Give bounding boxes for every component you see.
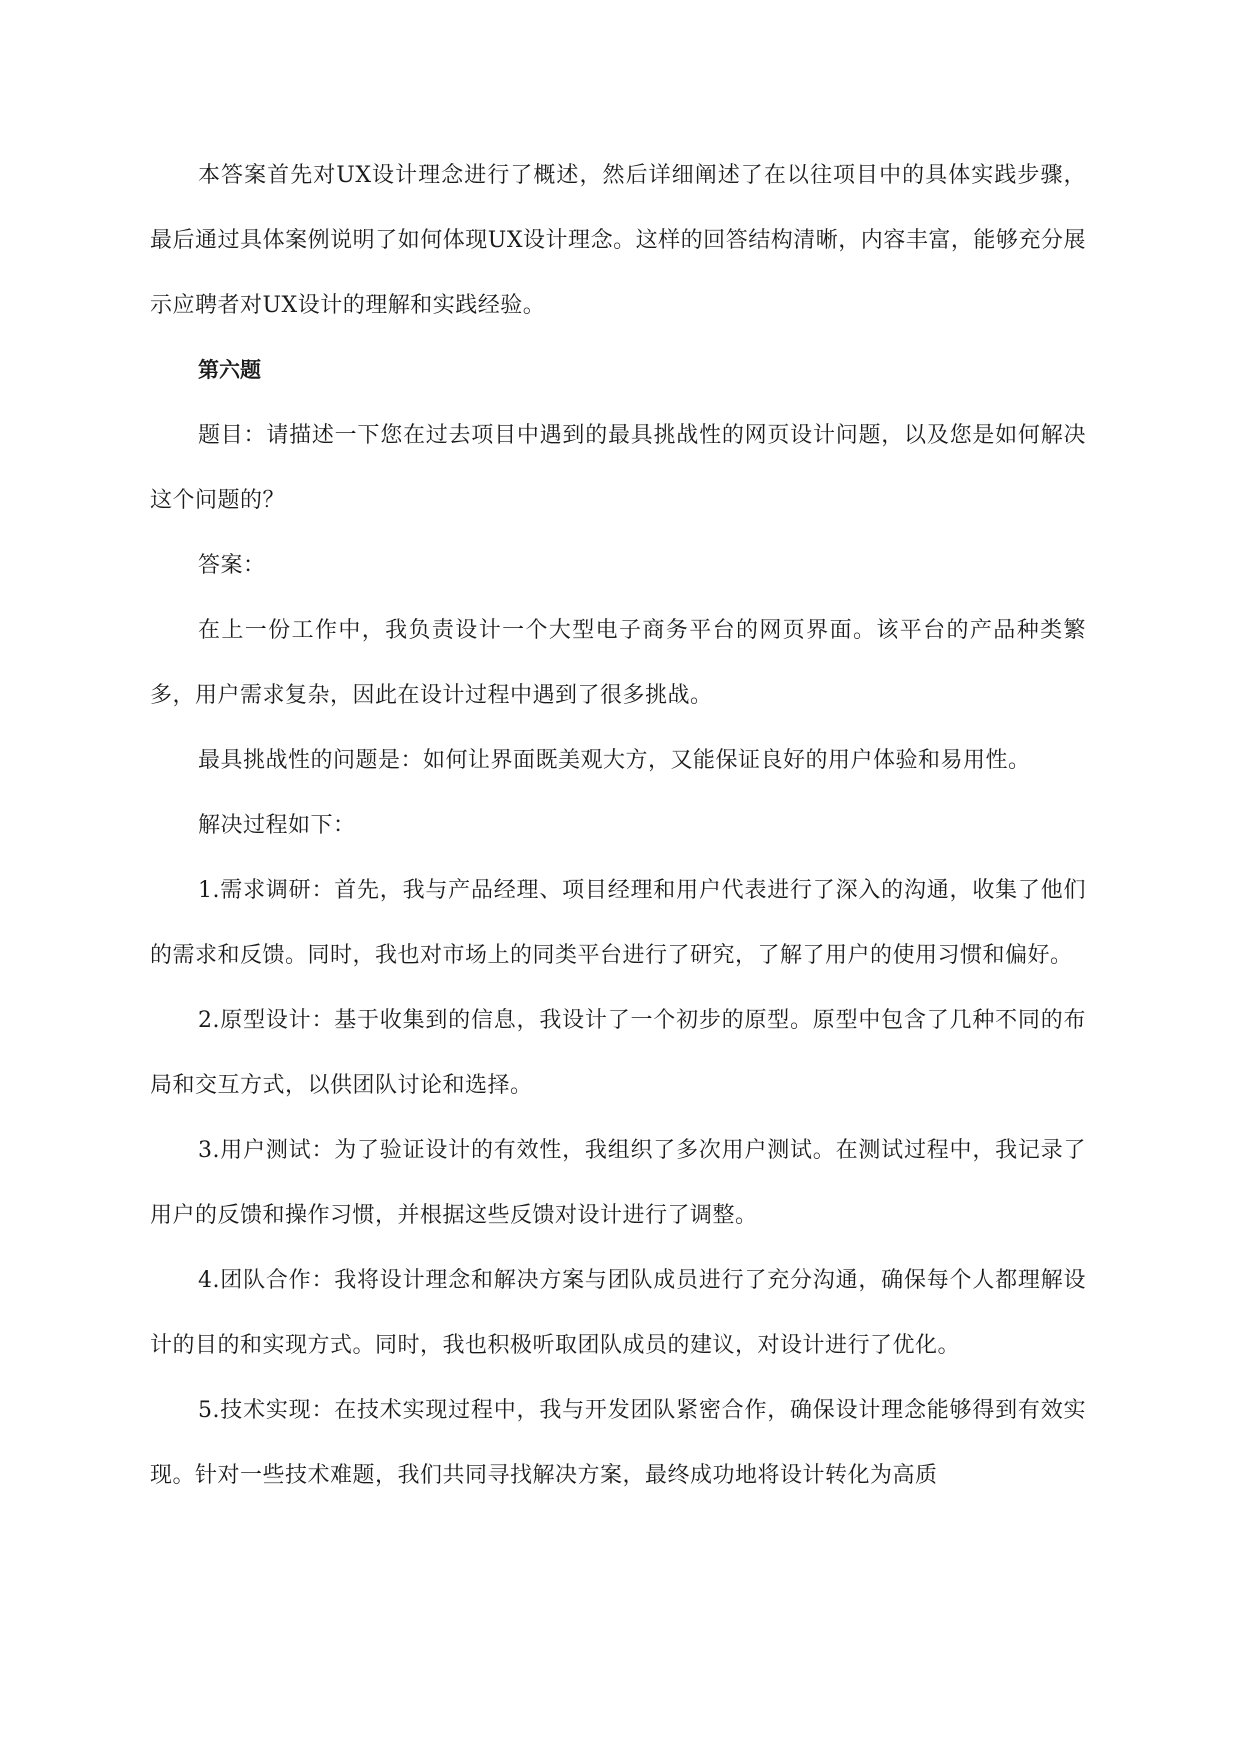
step-1-paragraph: 1.需求调研：首先，我与产品经理、项目经理和用户代表进行了深入的沟通，收集了他们的需求和反馈。同时，我也对市场上的同类平台进行了研究，了解了用户的使用习惯和偏好。	[150, 878, 1086, 968]
intro-summary-paragraph: 本答案首先对UX设计理念进行了概述，然后详细阐述了在以往项目中的具体实践步骤，最后通过具体案例说明了如何体现UX设计理念。这样的回答结构清晰，内容丰富，能够充分展示应聘者对UX设计的理解和实践经验。	[150, 163, 1086, 318]
process-label: 解决过程如下：	[198, 813, 356, 838]
step-5-paragraph: 5.技术实现：在技术实现过程中，我与开发团队紧密合作，确保设计理念能够得到有效实现。针对一些技术难题，我们共同寻找解决方案，最终成功地将设计转化为高质	[150, 1398, 1086, 1488]
step-3-paragraph: 3.用户测试：为了验证设计的有效性，我组织了多次用户测试。在测试过程中，我记录了用户的反馈和操作习惯，并根据这些反馈对设计进行了调整。	[150, 1138, 1086, 1228]
answer-label: 答案：	[198, 553, 266, 578]
context-paragraph: 在上一份工作中，我负责设计一个大型电子商务平台的网页界面。该平台的产品种类繁多，用户需求复杂，因此在设计过程中遇到了很多挑战。	[150, 618, 1086, 708]
question-paragraph: 题目：请描述一下您在过去项目中遇到的最具挑战性的网页设计问题，以及您是如何解决这个问题的？	[150, 423, 1086, 513]
step-2-paragraph: 2.原型设计：基于收集到的信息，我设计了一个初步的原型。原型中包含了几种不同的布局和交互方式，以供团队讨论和选择。	[150, 1008, 1086, 1098]
challenge-paragraph: 最具挑战性的问题是：如何让界面既美观大方，又能保证良好的用户体验和易用性。	[198, 748, 1031, 773]
step-4-paragraph: 4.团队合作：我将设计理念和解决方案与团队成员进行了充分沟通，确保每个人都理解设计的目的和实现方式。同时，我也积极听取团队成员的建议，对设计进行了优化。	[150, 1268, 1086, 1358]
section-heading: 第六题	[198, 358, 261, 382]
document-body	[150, 143, 1086, 1508]
